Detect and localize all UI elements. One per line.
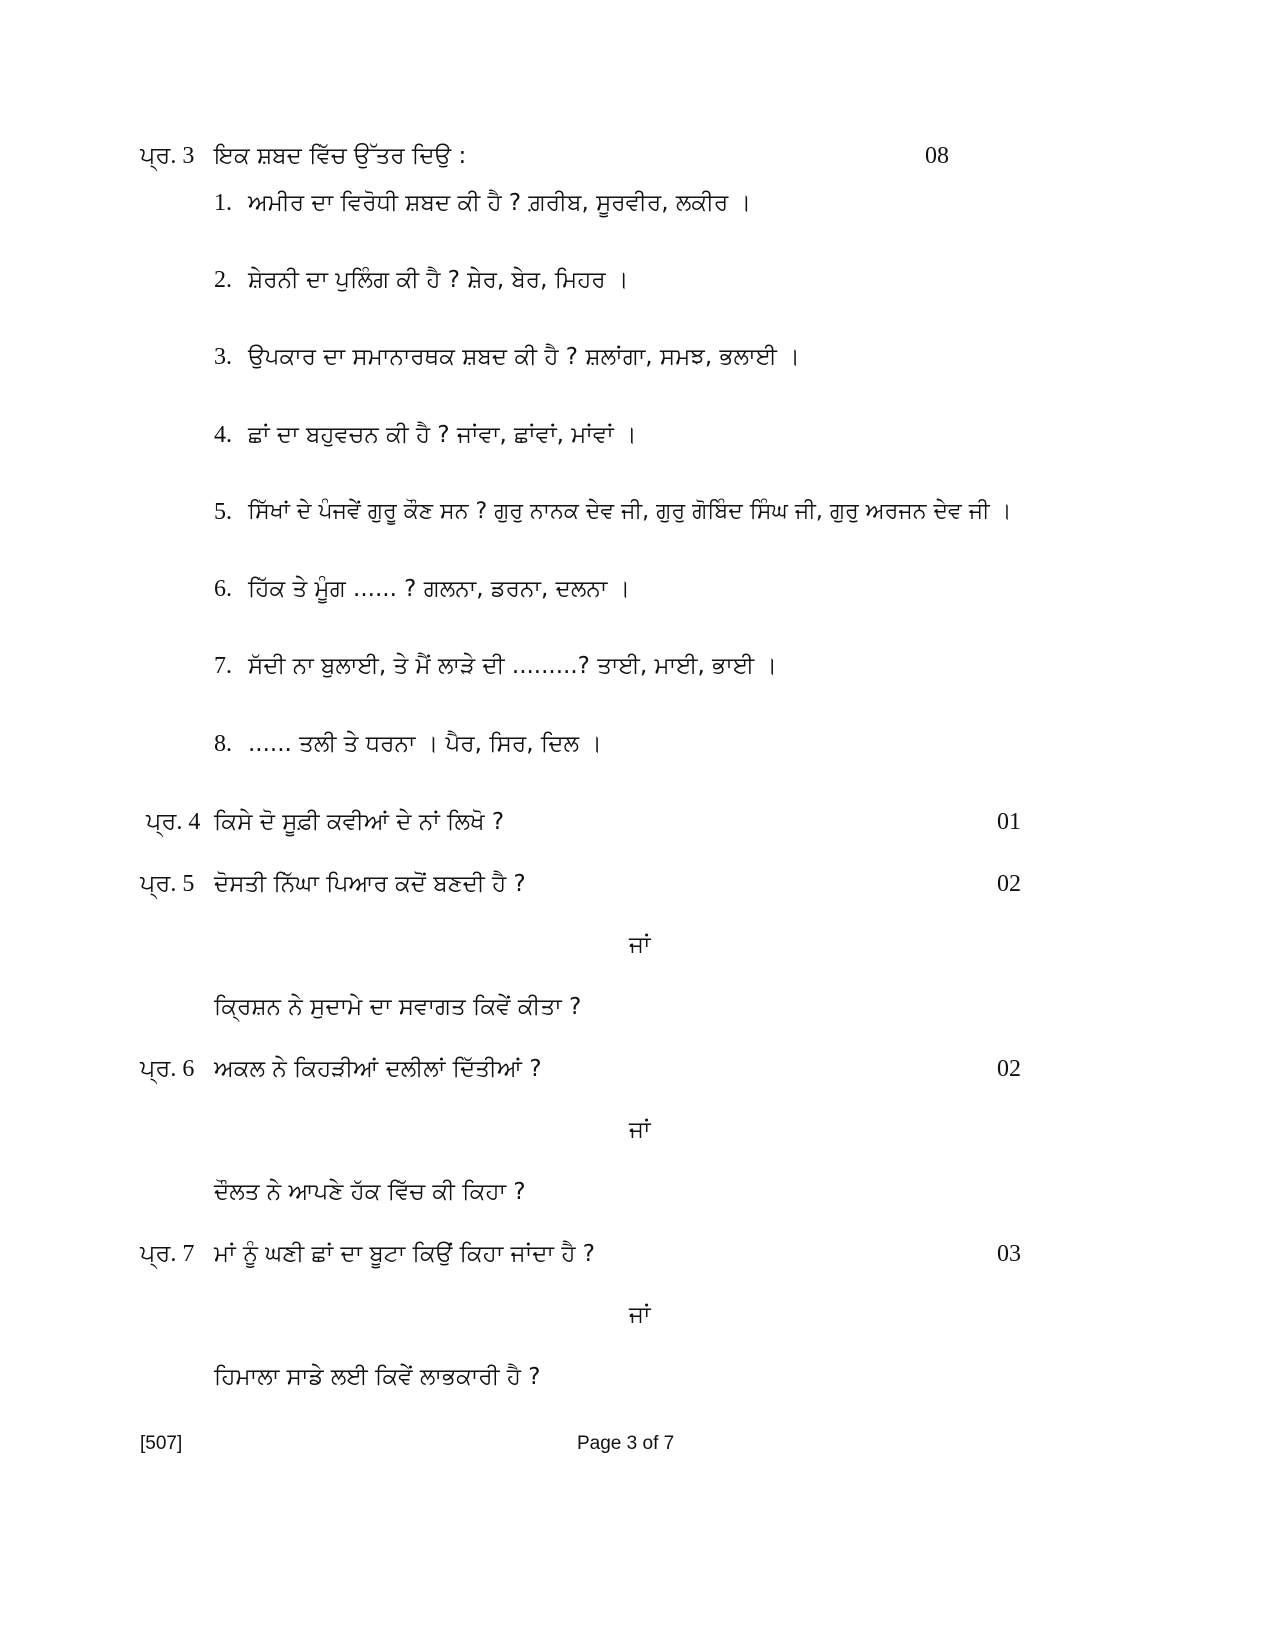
q6-marks: 02 [997, 1056, 1021, 1082]
q3-item-2-num: 2. [214, 267, 232, 293]
q3-item-7-num: 7. [214, 653, 232, 679]
footer-page-number: Page 3 of 7 [577, 1433, 675, 1454]
q6-text: ਅਕਲ ਨੇ ਕਿਹੜੀਆਂ ਦਲੀਲਾਂ ਦਿੱਤੀਆਂ ? [214, 1056, 542, 1082]
q3-item-5-num: 5. [214, 499, 232, 525]
q7-or: ਜਾਂ [629, 1302, 651, 1328]
q3-item-1-num: 1. [214, 190, 232, 216]
q6-or: ਜਾਂ [629, 1117, 651, 1143]
q5-marks: 02 [997, 871, 1021, 897]
q3-heading: ਇਕ ਸ਼ਬਦ ਵਿੱਚ ਉੱਤਰ ਦਿਉ : [214, 143, 467, 169]
q3-item-8-num: 8. [214, 731, 232, 757]
q7-marks: 03 [997, 1241, 1021, 1267]
q3-item-8-text: ...... ਤਲੀ ਤੇ ਧਰਨਾ । ਪੈਰ, ਸਿਰ, ਦਿਲ । [248, 731, 602, 757]
q3-item-7-text: ਸੱਦੀ ਨਾ ਬੁਲਾਈ, ਤੇ ਮੈਂ ਲਾੜੇ ਦੀ .........? ਤਾਈ, ਮਾਈ, ਭਾਈ । [248, 653, 777, 679]
q7-label: ਪ੍ਰ. 7 [140, 1241, 195, 1267]
q5-alt: ਕ੍ਰਿਸ਼ਨ ਨੇ ਸੁਦਾਮੇ ਦਾ ਸਵਾਗਤ ਕਿਵੇਂ ਕੀਤਾ ? [214, 994, 582, 1020]
q4-marks: 01 [997, 809, 1021, 835]
q3-item-5-text: ਸਿੱਖਾਂ ਦੇ ਪੰਜਵੇਂ ਗੁਰੂ ਕੌਣ ਸਨ ? ਗੁਰੁ ਨਾਨਕ ਦੇਵ ਜੀ, ਗੁਰੁ ਗੋਬਿੰਦ ਸਿੰਘ ਜੀ, ਗੁਰੁ ਅਰਜਨ ਦੇਵ ਜੀ । [248, 499, 1012, 524]
q3-item-6-text: ਹਿੱਕ ਤੇ ਮੂੰਗ ...... ? ਗਲਨਾ, ਡਰਨਾ, ਦਲਨਾ । [248, 576, 631, 602]
q3-item-3-num: 3. [214, 344, 232, 370]
q4-label: ਪ੍ਰ. 4 [146, 809, 201, 835]
q6-alt: ਦੌਲਤ ਨੇ ਆਪਣੇ ਹੱਕ ਵਿੱਚ ਕੀ ਕਿਹਾ ? [214, 1179, 526, 1205]
footer-code: [507] [140, 1433, 183, 1454]
q3-marks: 08 [925, 143, 949, 169]
q4-text: ਕਿਸੇ ਦੋ ਸੂਫ਼ੀ ਕਵੀਆਂ ਦੇ ਨਾਂ ਲਿਖੋ ? [214, 809, 505, 835]
q7-text: ਮਾਂ ਨੂੰ ਘਣੀ ਛਾਂ ਦਾ ਬੂਟਾ ਕਿਉਂ ਕਿਹਾ ਜਾਂਦਾ ਹੈ ? [214, 1241, 595, 1267]
q3-label: ਪ੍ਰ. 3 [140, 143, 195, 169]
q5-or: ਜਾਂ [629, 932, 651, 958]
q3-item-4-num: 4. [214, 422, 232, 448]
q6-label: ਪ੍ਰ. 6 [140, 1056, 195, 1082]
q7-alt: ਹਿਮਾਲਾ ਸਾਡੇ ਲਈ ਕਿਵੇਂ ਲਾਭਕਾਰੀ ਹੈ ? [214, 1364, 541, 1390]
q3-item-6-num: 6. [214, 576, 232, 602]
q3-item-2-text: ਸ਼ੇਰਨੀ ਦਾ ਪੁਲਿੰਗ ਕੀ ਹੈ ? ਸ਼ੇਰ, ਬੇਰ, ਮਿਹਰ । [248, 267, 629, 293]
q3-item-1-text: ਅਮੀਰ ਦਾ ਵਿਰੋਧੀ ਸ਼ਬਦ ਕੀ ਹੈ ? ਗ਼ਰੀਬ, ਸੂਰਵੀਰ, ਲਕੀਰ । [248, 190, 752, 216]
q3-item-4-text: ਛਾਂ ਦਾ ਬਹੁਵਚਨ ਕੀ ਹੈ ? ਜਾਂਵਾ, ਛਾਂਵਾਂ, ਮਾਂਵਾਂ । [248, 422, 637, 448]
q3-item-3-text: ਉਪਕਾਰ ਦਾ ਸਮਾਨਾਰਥਕ ਸ਼ਬਦ ਕੀ ਹੈ ? ਸ਼ਲਾਂਗਾ, ਸਮਝ, ਭਲਾਈ । [248, 344, 800, 370]
q5-text: ਦੋਸਤੀ ਨਿੱਘਾ ਪਿਆਰ ਕਦੋਂ ਬਣਦੀ ਹੈ ? [214, 871, 526, 897]
q5-label: ਪ੍ਰ. 5 [140, 871, 195, 897]
